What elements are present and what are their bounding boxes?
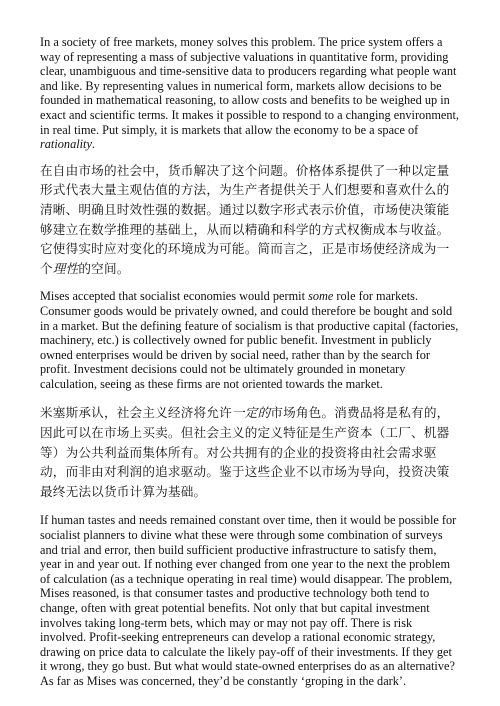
emphasis-rationality: rationality <box>40 137 92 152</box>
emphasis-lixing: 理性 <box>52 260 79 276</box>
paragraph-chinese-1 <box>40 161 460 279</box>
paragraph-chinese-2 <box>40 403 460 501</box>
paragraph-english-3: If human tastes and needs remained constant over time, then it would be possible for socialist planners to divine what these were through some combination of surveys and trial and error, then build sufficient productive infrastructure to satisfy them, year in and year out. If nothing ever changed from one year to the next the problem of calculation (as a technique operating in real time) would disappear. The problem, Mises reasoned, is that consumer tastes and productive technology both tend to change, often with great potential benefits. Not only that but capital investment involves taking long-term bets, which may or may not pay off. There is risk involved. Profit-seeking entrepreneurs can develop a rational economic strategy, drawing on price data to calculate the likely pay-off of their investments. If they get it wrong, they go bust. But what would state-owned enterprises do as an alternative? As far as Mises was concerned, they’d be constantly ‘groping in the dark’. <box>40 513 457 688</box>
emphasis-some: some <box>308 289 334 304</box>
paragraph-english-1 <box>40 35 460 152</box>
paragraph-english-1-end: . <box>91 137 95 152</box>
paragraph-chinese-2-end: 市场角色。消费品将是私有的，因此可以在市场上买卖。但社会主义的定义特征是生产资本（工厂、机器等）为公共利益而集体所有。对公共拥有的企业的投资将由社会需求驱动，而非由对利润的追求驱动。鉴于这些企业不以市场为导向，投资决策最终无法以货币计算为基础。 <box>40 405 450 499</box>
paragraph-english-2 <box>40 289 460 391</box>
paragraph-chinese-1-text: 在自由市场的社会中，货币解决了这个问题。价格体系提供了一种以定量形式代表大量主观估值的方法，为生产者提供关于人们想要和喜欢什么的清晰、明确且时效性强的数据。通过以数字形式表示价值，市场使决策能够建立在数学推理的基础上，从而以精确和科学的方式权衡成本与收益。它使得实时应对变化的环境成为可能。简而言之，正是市场使经济成为一个 <box>40 162 450 276</box>
paragraph-english-1-text: In a society of free markets, money solves this problem. The price system offers a way of representing a mass of subjective valuations in quantitative form, providing clear, unambiguous and time-sensitive data to producers regarding what people want and like. By representing values in numerical form, markets allow decisions to be founded in mathematical reasoning, to allow costs and benefits to be weighed up in exact and scientific terms. It makes it possible to respond to a changing environment, in real time. Put simply, it is markets that allow the economy to be a space of <box>40 35 460 137</box>
paragraph-english-2-end: role for markets. Consumer goods would be privately owned, and could therefore be bought and sold in a market. But the defining feature of socialism is that productive capital (factories, machinery, etc.) is collectively owned for public benefit. Investment in publicly owned enterprises would be driven by social need, rather than by the search for profit. Investment decisions could not be ultimately grounded in monetary calculation, seeing as these firms are not oriented towards the market. <box>40 289 459 391</box>
paragraph-chinese-2-text: 米塞斯承认，社会主义经济将允许 <box>40 405 232 421</box>
paragraph-english-2-text: Mises accepted that socialist economies would permit <box>40 289 309 304</box>
emphasis-yidingde: 一定的 <box>231 405 271 421</box>
paragraph-chinese-1-end: 的空间。 <box>78 260 130 276</box>
